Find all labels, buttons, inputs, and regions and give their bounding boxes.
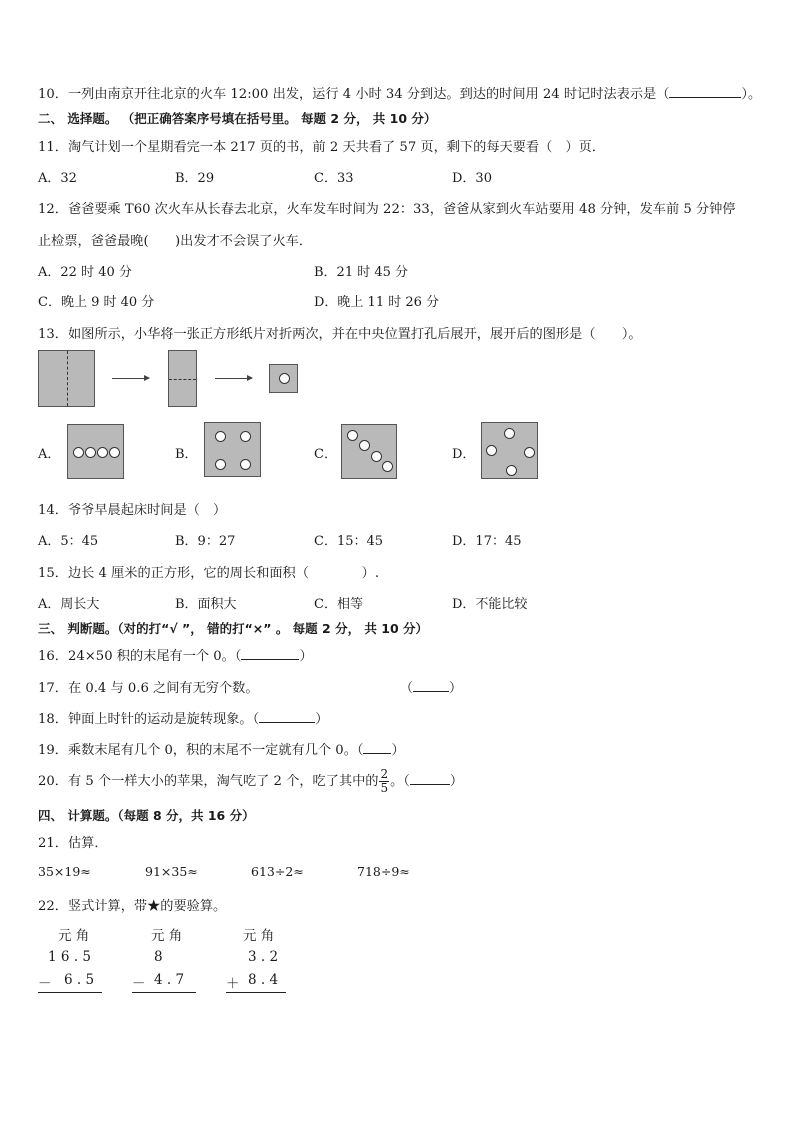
question-10-end: ）。	[741, 87, 762, 102]
punch-hole	[97, 447, 108, 458]
estimate-item-1[interactable]: 35×19≈	[38, 864, 91, 879]
fold-line	[169, 379, 196, 380]
question-17	[38, 677, 259, 696]
q14-option-c[interactable]: C．15：45	[314, 534, 384, 549]
calc-1-top: 1 6 . 5	[48, 949, 91, 965]
punch-hole	[382, 461, 393, 472]
punch-hole	[486, 445, 497, 456]
q15-option-a[interactable]: A．周长大	[38, 597, 100, 612]
question-15: 15．边长 4 厘米的正方形，它的周长和面积（ ）.	[38, 566, 380, 581]
fraction-numerator: 2	[380, 767, 389, 781]
punch-hole	[73, 447, 84, 458]
q15-option-d[interactable]: D．不能比较	[452, 597, 528, 612]
calc-2-top: 8	[154, 949, 163, 965]
calc-2-bottom: 4 . 7	[154, 972, 185, 988]
answer-blank[interactable]	[669, 86, 741, 98]
q13-option-b-figure[interactable]	[204, 422, 261, 477]
close-paren: ）	[391, 743, 405, 758]
question-21: 21．估算．	[38, 836, 108, 851]
q13-option-d-label[interactable]: D．	[452, 447, 476, 462]
calc-2-rule	[132, 992, 196, 993]
answer-blank[interactable]	[410, 773, 450, 785]
estimate-item-2[interactable]: 91×35≈	[145, 864, 198, 879]
q14-option-a[interactable]: A．5：45	[38, 534, 99, 549]
question-17-text: 17．在 0.4 与 0.6 之间有无穷个数。	[38, 681, 259, 696]
question-20-end: 。（	[390, 774, 410, 789]
calc-1-rule	[38, 992, 102, 993]
question-18	[38, 708, 328, 727]
q13-option-b-label[interactable]: B．	[175, 447, 198, 462]
punch-hole	[240, 459, 251, 470]
punch-hole	[371, 451, 382, 462]
paper-square-unfolded	[38, 350, 95, 407]
answer-blank[interactable]	[241, 648, 299, 660]
fold-line	[67, 351, 68, 406]
calc-3-top: 3 . 2	[248, 949, 279, 965]
q12-option-c[interactable]: C．晚上 9 时 40 分	[38, 295, 155, 310]
question-12-line-2: 止检票，爸爸最晚( )出发才不会误了火车．	[38, 234, 313, 249]
question-10-text: 10．一列由南京开往北京的火车 12:00 出发，运行 4 小时 34 分到达。到达的时间用 24 时记时法表示是（	[38, 87, 670, 102]
fraction-denominator: 5	[380, 781, 389, 795]
q11-option-d[interactable]: D．30	[452, 171, 492, 186]
q15-option-c[interactable]: C．相等	[314, 597, 363, 612]
answer-blank[interactable]	[259, 711, 315, 723]
q11-option-c[interactable]: C．33	[314, 171, 354, 186]
section-2-heading: 二、 选择题。 （把正确答案序号填在括号里。 每题 2 分， 共 10 分）	[38, 111, 437, 126]
question-19-text: 19．乘数末尾有几个 0，积的末尾不一定就有几个 0。（	[38, 743, 364, 758]
q14-option-d[interactable]: D．17：45	[452, 534, 522, 549]
q12-option-b[interactable]: B．21 时 45 分	[314, 265, 409, 280]
answer-blank[interactable]	[413, 680, 449, 692]
question-20	[38, 768, 463, 795]
q13-option-c-figure[interactable]	[341, 424, 397, 479]
q11-option-b[interactable]: B．29	[175, 171, 215, 186]
arrow-right-icon	[215, 378, 252, 379]
calc-3-rule	[226, 992, 286, 993]
question-20-text: 20．有 5 个一样大小的苹果，淘气吃了 2 个，吃了其中的	[38, 774, 379, 789]
punch-hole	[359, 440, 370, 451]
q13-option-d-figure[interactable]	[481, 422, 538, 479]
calc-3-header: 元 角	[243, 928, 275, 944]
question-14: 14．爷爷早晨起床时间是（ ）	[38, 503, 227, 518]
calc-3-bottom: 8 . 4	[248, 972, 279, 988]
close-paren: ）	[449, 681, 463, 696]
question-12-line-1: 12．爸爸要乘 T60 次火车从长春去北京，火车发车时间为 22：33，爸爸从家到火车站要用 48 分钟，发车前 5 分钟停	[38, 202, 736, 217]
open-paren: （	[400, 681, 414, 696]
calc-1-bottom: 6 . 5	[64, 972, 95, 988]
close-paren: ）	[299, 649, 313, 664]
punch-hole	[215, 459, 226, 470]
question-16-text: 16．24×50 积的末尾有一个 0。（	[38, 649, 242, 664]
estimate-item-3[interactable]: 613÷2≈	[251, 864, 304, 879]
calc-1-header: 元 角	[58, 928, 90, 944]
arrow-right-icon	[112, 378, 149, 379]
q14-option-b[interactable]: B．9：27	[175, 534, 236, 549]
calc-1-operator: －	[38, 976, 52, 992]
question-17-answer	[400, 677, 462, 696]
section-3-heading: 三、 判断题。（对的打“√ ”， 错的打“×” 。 每题 2 分， 共 10 分）	[38, 621, 429, 636]
close-paren: ）	[315, 712, 329, 727]
q15-option-b[interactable]: B．面积大	[175, 597, 237, 612]
q13-option-a-figure[interactable]	[67, 424, 124, 479]
q12-option-a[interactable]: A．22 时 40 分	[38, 265, 132, 280]
punch-hole	[109, 447, 120, 458]
calc-3-operator: ＋	[226, 976, 240, 992]
close-paren: ）	[449, 774, 464, 789]
section-4-heading: 四、 计算题。（每题 8 分，共 16 分）	[38, 808, 255, 823]
fraction-two-fifths	[379, 768, 389, 795]
punch-hole	[240, 431, 251, 442]
punch-hole	[347, 430, 358, 441]
q13-option-a-label[interactable]: A．	[38, 447, 61, 462]
question-13: 13．如图所示，小华将一张正方形纸片对折两次，并在中央位置打孔后展开，展开后的图形是（ ）。	[38, 327, 642, 342]
punch-hole	[85, 447, 96, 458]
punch-hole	[215, 431, 226, 442]
question-18-text: 18．钟面上时针的运动是旋转现象。（	[38, 712, 260, 727]
question-22: 22．竖式计算，带★的要验算。	[38, 899, 227, 914]
q13-option-c-label[interactable]: C．	[314, 447, 337, 462]
paper-folded-once	[168, 350, 197, 407]
calc-2-operator: －	[132, 976, 146, 992]
q12-option-d[interactable]: D．晚上 11 时 26 分	[314, 295, 440, 310]
calc-2-header: 元 角	[151, 928, 183, 944]
punch-hole	[506, 465, 517, 476]
question-16	[38, 645, 313, 664]
estimate-item-4[interactable]: 718÷9≈	[357, 864, 410, 879]
q11-option-a[interactable]: A．32	[38, 171, 77, 186]
punch-hole	[524, 447, 535, 458]
punch-hole	[279, 373, 290, 384]
paper-folded-twice-punched	[269, 364, 298, 393]
question-10	[38, 83, 761, 102]
answer-blank[interactable]	[363, 742, 391, 754]
punch-hole	[504, 428, 515, 439]
question-19	[38, 739, 405, 758]
question-11: 11．淘气计划一个星期看完一本 217 页的书，前 2 天共看了 57 页，剩下的每天要看（ ）页．	[38, 140, 606, 155]
